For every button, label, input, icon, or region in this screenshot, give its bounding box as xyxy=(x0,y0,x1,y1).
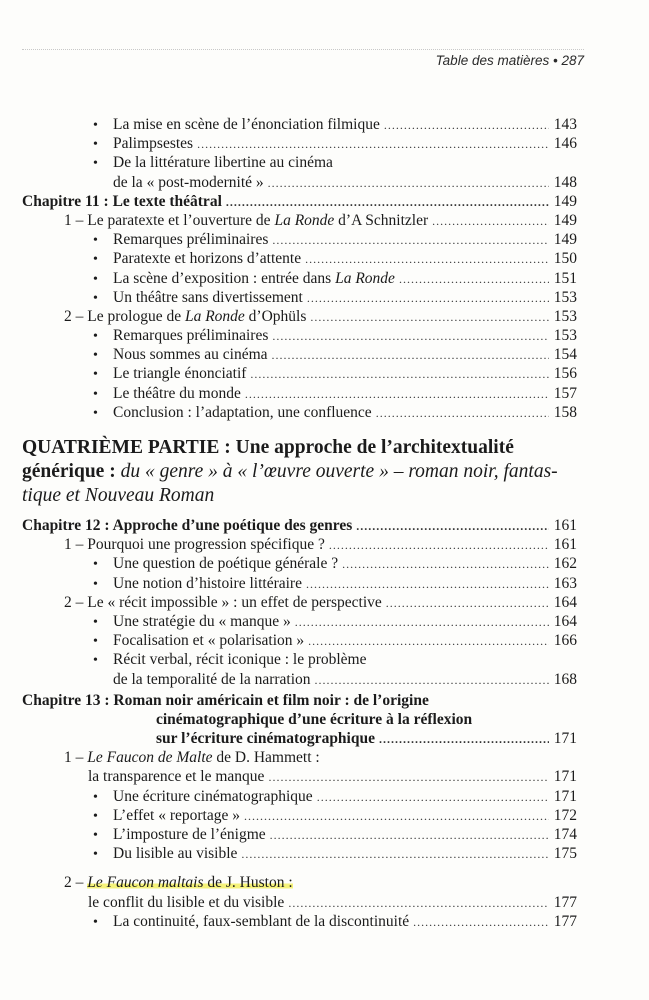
section-entry-continued[interactable] xyxy=(22,893,577,912)
page-number: 158 xyxy=(553,403,577,421)
toc-entry[interactable] xyxy=(22,631,577,650)
dot-leader xyxy=(399,270,549,289)
section-entry[interactable] xyxy=(22,593,577,612)
toc-entry[interactable] xyxy=(22,269,577,288)
bullet-icon: • xyxy=(93,847,98,863)
entry-label: La mise en scène de l’énonciation filmique xyxy=(113,116,380,133)
chapter-13-title-cont[interactable] xyxy=(22,729,577,748)
chapter-12-entry[interactable] xyxy=(22,516,577,535)
bullet-icon: • xyxy=(93,156,98,172)
entry-label: De la littérature libertine au cinéma xyxy=(113,154,333,172)
page-number: 166 xyxy=(553,632,577,650)
toc-entry[interactable] xyxy=(22,364,577,383)
dot-leader xyxy=(226,193,549,212)
dot-leader xyxy=(268,768,549,787)
page-number: 154 xyxy=(553,346,577,364)
page-number: 151 xyxy=(553,269,577,287)
dot-leader xyxy=(315,671,549,690)
dot-leader xyxy=(413,913,549,932)
bullet-icon: • xyxy=(93,290,98,306)
toc-entry[interactable] xyxy=(22,612,577,631)
dot-leader xyxy=(384,116,549,135)
toc-entry[interactable] xyxy=(22,249,577,268)
table-of-contents xyxy=(22,115,577,931)
page-number: 163 xyxy=(553,574,577,592)
page-number: 153 xyxy=(553,307,577,325)
bullet-icon: • xyxy=(93,828,98,843)
page-number: 162 xyxy=(553,555,577,573)
toc-entry[interactable] xyxy=(22,554,577,573)
chapter-13-entry[interactable] xyxy=(22,691,577,710)
toc-entry[interactable] xyxy=(22,288,577,307)
section-entry[interactable] xyxy=(22,535,577,554)
page-number: 157 xyxy=(553,384,577,402)
toc-entry[interactable] xyxy=(22,326,577,345)
toc-entry[interactable] xyxy=(22,806,577,825)
entry-label: Une stratégie du « manque » xyxy=(113,612,291,630)
bullet-icon: • xyxy=(93,367,98,383)
entry-label: 1 – Pourquoi une progression spécifique ? xyxy=(64,536,325,554)
page-number: 148 xyxy=(553,173,577,191)
toc-entry[interactable] xyxy=(22,384,577,403)
page-number: 153 xyxy=(553,288,577,306)
bullet-icon: • xyxy=(93,557,98,573)
bullet-icon: • xyxy=(93,252,98,268)
page-number: 149 xyxy=(553,231,577,249)
entry-label: La scène d’exposition : entrée dans La Ronde xyxy=(113,269,395,287)
dot-leader xyxy=(376,404,549,423)
entry-label: Récit verbal, récit iconique : le problème xyxy=(113,651,367,669)
chapter-title-line: cinématographique d’une écriture à la réflexion xyxy=(156,710,473,728)
toc-entry[interactable] xyxy=(22,230,577,249)
bullet-icon: • xyxy=(93,405,98,421)
page-number: 172 xyxy=(553,806,577,824)
entry-label: 1 – Le paratexte et l’ouverture de La Ronde d’A Schnitzler xyxy=(64,211,429,229)
bullet-icon: • xyxy=(93,137,98,153)
entry-label: Une question de poétique générale ? xyxy=(113,555,339,573)
bullet-icon: • xyxy=(93,789,98,805)
entry-label: Conclusion : l’adaptation, une confluence xyxy=(113,403,372,421)
entry-label: de la « post-modernité » xyxy=(113,173,264,191)
entry-label: Paratexte et horizons d’attente xyxy=(113,250,302,268)
dot-leader xyxy=(342,555,549,574)
toc-entry[interactable] xyxy=(22,115,577,134)
bullet-icon: • xyxy=(93,653,98,669)
toc-entry-continued[interactable] xyxy=(22,670,577,689)
toc-entry[interactable] xyxy=(22,787,577,806)
entry-label: Le théâtre du monde xyxy=(113,384,241,402)
dot-leader xyxy=(245,385,549,404)
dot-leader xyxy=(310,308,549,327)
dot-leader xyxy=(288,894,549,913)
dot-leader xyxy=(270,826,549,845)
page-number: 150 xyxy=(553,250,577,268)
chapter-title-line: sur l’écriture cinématographique xyxy=(156,730,375,748)
entry-label: de la temporalité de la narration xyxy=(113,670,311,688)
chapter-title: Chapitre 11 : Le texte théâtral xyxy=(22,192,222,210)
toc-entry[interactable] xyxy=(22,825,577,844)
section-entry[interactable] xyxy=(22,748,577,767)
dot-leader xyxy=(305,250,549,269)
page-number: 174 xyxy=(553,826,577,843)
bullet-icon: • xyxy=(93,914,98,930)
bullet-icon: • xyxy=(93,348,98,364)
entry-label: Remarques préliminaires xyxy=(113,231,269,249)
page-number: 149 xyxy=(553,192,577,210)
dot-leader xyxy=(272,231,549,250)
dot-leader xyxy=(250,365,549,384)
entry-label: Une notion d’histoire littéraire xyxy=(113,574,302,592)
bullet-icon: • xyxy=(93,271,98,287)
page-number: 161 xyxy=(553,536,577,554)
entry-label: Focalisation et « polarisation » xyxy=(113,632,305,650)
dot-leader xyxy=(317,788,549,807)
header-text: Table des matières • 287 xyxy=(435,53,584,68)
dot-leader xyxy=(306,575,549,594)
page-number: 177 xyxy=(553,912,577,930)
dot-leader xyxy=(307,289,549,308)
part-subtitle-cont: tique et Nouveau Roman xyxy=(22,485,215,506)
chapter-13-title-cont xyxy=(22,710,577,729)
page-number: 175 xyxy=(553,845,577,863)
entry-label: Un théâtre sans divertissement xyxy=(113,288,303,306)
bullet-icon: • xyxy=(93,329,98,345)
page-number: 149 xyxy=(553,211,577,229)
section-entry[interactable] xyxy=(22,873,577,892)
page-number: 164 xyxy=(553,612,577,630)
page-number: 143 xyxy=(553,116,577,133)
dot-leader xyxy=(295,613,549,632)
bullet-icon: • xyxy=(93,233,98,249)
dot-leader xyxy=(379,730,549,749)
spacer xyxy=(22,863,577,873)
part-subtitle: générique : du « genre » à « l’œuvre ouverte » – roman noir, fantas- xyxy=(22,461,558,482)
entry-label: Palimpsestes xyxy=(113,135,194,153)
running-header xyxy=(22,49,584,68)
part-title: QUATRIÈME PARTIE : Une approche de l’architextualité xyxy=(22,437,514,458)
chapter-11-entry[interactable] xyxy=(22,192,577,211)
bullet-icon: • xyxy=(93,614,98,630)
toc-entry[interactable] xyxy=(22,153,577,172)
dot-leader xyxy=(241,845,549,864)
page-number: 153 xyxy=(553,327,577,345)
toc-entry[interactable] xyxy=(22,345,577,364)
toc-entry[interactable] xyxy=(22,403,577,422)
entry-label: 1 – Le Faucon de Malte de D. Hammett : xyxy=(64,749,320,767)
page-number: 146 xyxy=(553,135,577,153)
entry-label: Une écriture cinématographique xyxy=(113,787,313,805)
bullet-icon: • xyxy=(93,386,98,402)
dot-leader xyxy=(432,212,549,231)
dot-leader xyxy=(308,632,549,651)
section-entry-continued[interactable] xyxy=(22,767,577,786)
chapter-title: Chapitre 13 : Roman noir américain et film noir : de l’origine xyxy=(22,691,429,709)
dot-leader xyxy=(272,327,549,346)
dot-leader xyxy=(356,517,549,536)
page-number: 164 xyxy=(553,593,577,611)
bullet-icon: • xyxy=(93,634,98,650)
page-number: 171 xyxy=(553,787,577,805)
entry-label: L’imposture de l’énigme xyxy=(113,826,266,843)
section-entry[interactable] xyxy=(22,211,577,230)
entry-label: Remarques préliminaires xyxy=(113,327,269,345)
toc-entry[interactable] xyxy=(22,844,577,863)
entry-label: La continuité, faux-semblant de la discontinuité xyxy=(113,912,410,930)
part-4-heading[interactable] xyxy=(22,436,577,508)
entry-label: Du lisible au visible xyxy=(113,845,238,863)
entry-label: L’effet « reportage » xyxy=(113,806,240,824)
page-number: 171 xyxy=(553,768,577,786)
bullet-icon: • xyxy=(93,576,98,592)
dot-leader xyxy=(272,346,549,365)
toc-entry[interactable] xyxy=(22,134,577,153)
bullet-icon: • xyxy=(93,808,98,824)
chapter-title: Chapitre 12 : Approche d’une poétique des genres xyxy=(22,517,353,534)
section-entry[interactable] xyxy=(22,307,577,326)
entry-label: 2 – Le Faucon maltais de J. Huston : xyxy=(64,874,293,892)
entry-label: Le triangle énonciatif xyxy=(113,365,247,383)
spacer xyxy=(22,422,577,432)
dot-leader xyxy=(268,174,549,193)
page-number: 171 xyxy=(553,730,577,748)
entry-label: la transparence et le manque xyxy=(88,768,265,786)
toc-entry[interactable] xyxy=(22,650,577,669)
page-number: 177 xyxy=(553,893,577,911)
toc-entry[interactable] xyxy=(22,912,577,931)
spacer xyxy=(22,508,577,516)
entry-label: Nous sommes au cinéma xyxy=(113,346,268,364)
dot-leader xyxy=(197,135,549,154)
entry-label: le conflit du lisible et du visible xyxy=(88,893,285,911)
highlighter-mark: Le Faucon maltais de J. Huston : xyxy=(87,874,293,892)
page-number: 161 xyxy=(553,517,577,534)
toc-entry-continued[interactable] xyxy=(22,173,577,192)
toc-entry[interactable] xyxy=(22,574,577,593)
entry-label: 2 – Le prologue de La Ronde d’Ophüls xyxy=(64,307,307,325)
dot-leader xyxy=(329,536,549,555)
bullet-icon: • xyxy=(93,118,98,133)
page-number: 156 xyxy=(553,365,577,383)
dot-leader xyxy=(244,807,549,826)
dot-leader xyxy=(386,594,549,613)
entry-label: 2 – Le « récit impossible » : un effet de perspective xyxy=(64,593,382,611)
page-number: 168 xyxy=(553,670,577,688)
